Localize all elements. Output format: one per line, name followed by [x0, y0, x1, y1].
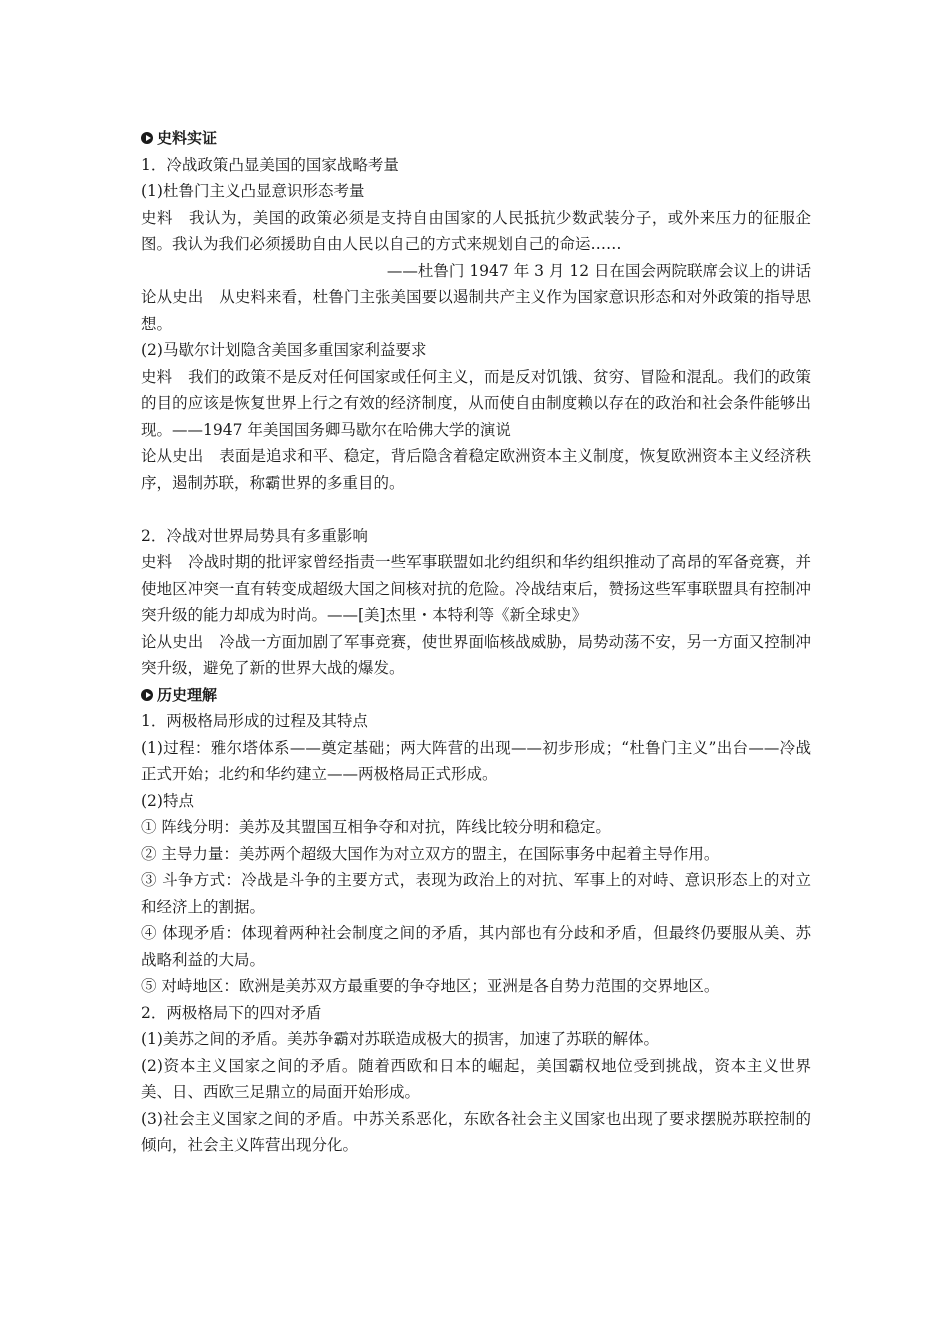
source-text: 我认为，美国的政策必须是支持自由国家的人民抵抗少数武装分子，或外来压力的征服企图。我认为我们必须援助自由人民以自己的方式来规划自己的命运…… — [141, 208, 811, 253]
paragraph: (1)美苏之间的矛盾。美苏争霸对苏联造成极大的损害，加速了苏联的解体。 — [141, 1030, 659, 1048]
heading-2: 2．冷战对世界局势具有多重影响 — [141, 526, 368, 545]
document-content — [141, 125, 811, 1159]
analysis-paragraph — [141, 284, 811, 337]
paragraph: (2)特点 — [141, 791, 194, 810]
source-text: 我们的政策不是反对任何国家或任何主义，而是反对饥饿、贫穷、冒险和混乱。我们的政策的目的应该是恢复世界上行之有效的经济制度，从而使自由制度赖以存在的政治和社会条件能够出现。——1947 年美国国务卿马歇尔在哈佛大学的演说 — [141, 367, 811, 439]
analysis-text: 表面是追求和平、稳定，背后隐含着稳定欧洲资本主义制度，恢复欧洲资本主义经济秩序，遏制苏联，称霸世界的多重目的。 — [141, 447, 811, 492]
source-citation: ——杜鲁门 1947 年 3 月 12 日在国会两院联席会议上的讲话 — [386, 261, 811, 280]
section-heading-shiliao — [141, 125, 811, 152]
source-label: 史料 — [141, 553, 173, 571]
paragraph: ③ 斗争方式：冷战是斗争的主要方式，表现为政治上的对抗、军事上的对峙、意识形态上的对立和经济上的割据。 — [141, 871, 811, 916]
section-heading-lishi — [141, 682, 811, 709]
play-circle-icon — [141, 689, 153, 701]
subheading-truman: (1)杜鲁门主义凸显意识形态考量 — [141, 182, 365, 200]
spacer — [141, 496, 811, 523]
source-paragraph — [141, 549, 811, 629]
analysis-label: 论从史出 — [141, 447, 204, 465]
source-paragraph — [141, 364, 811, 444]
paragraph: ④ 体现矛盾：体现着两种社会制度之间的矛盾，其内部也有分歧和矛盾，但最终仍要服从美、苏战略利益的大局。 — [141, 924, 811, 969]
paragraph: (3)社会主义国家之间的矛盾。中苏关系恶化，东欧各社会主义国家也出现了要求摆脱苏联控制的倾向，社会主义阵营出现分化。 — [141, 1109, 811, 1154]
source-text: 冷战时期的批评家曾经指责一些军事联盟如北约组织和华约组织推动了高昂的军备竞赛，并使地区冲突一直有转变成超级大国之间核对抗的危险。冷战结束后，赞扬这些军事联盟具有控制冲突升级的能力却成为时尚。——[美]杰里・本特利等《新全球史》 — [141, 553, 811, 624]
heading-1: 1．两极格局形成的过程及其特点 — [141, 712, 368, 730]
analysis-label: 论从史出 — [141, 632, 204, 651]
analysis-label: 论从史出 — [141, 288, 204, 306]
paragraph: ① 阵线分明：美苏及其盟国互相争夺和对抗，阵线比较分明和稳定。 — [141, 818, 611, 836]
paragraph: ② 主导力量：美苏两个超级大国作为对立双方的盟主，在国际事务中起着主导作用。 — [141, 844, 720, 863]
paragraph: ⑤ 对峙地区：欧洲是美苏双方最重要的争夺地区；亚洲是各自势力范围的交界地区。 — [141, 977, 720, 995]
heading-2: 2．两极格局下的四对矛盾 — [141, 1003, 322, 1022]
heading-1: 1．冷战政策凸显美国的国家战略考量 — [141, 155, 399, 174]
paragraph: (2)资本主义国家之间的矛盾。随着西欧和日本的崛起，美国霸权地位受到挑战，资本主义世界美、日、西欧三足鼎立的局面开始形成。 — [141, 1056, 811, 1101]
analysis-text: 冷战一方面加剧了军事竞赛，使世界面临核战威胁，局势动荡不安，另一方面又控制冲突升级，避免了新的世界大战的爆发。 — [141, 632, 811, 677]
section-title: 历史理解 — [157, 685, 218, 704]
analysis-text: 从史料来看，杜鲁门主张美国要以遏制共产主义作为国家意识形态和对外政策的指导思想。 — [141, 288, 811, 333]
section-title: 史料实证 — [157, 129, 218, 147]
source-label: 史料 — [141, 208, 173, 227]
source-paragraph — [141, 205, 811, 258]
subheading-marshall: (2)马歇尔计划隐含美国多重国家利益要求 — [141, 341, 427, 359]
play-circle-icon — [141, 132, 153, 144]
analysis-paragraph — [141, 443, 811, 496]
paragraph: (1)过程：雅尔塔体系——奠定基础；两大阵营的出现——初步形成；“杜鲁门主义”出台——冷战正式开始；北约和华约建立——两极格局正式形成。 — [141, 738, 811, 783]
source-label: 史料 — [141, 367, 173, 386]
analysis-paragraph — [141, 629, 811, 682]
